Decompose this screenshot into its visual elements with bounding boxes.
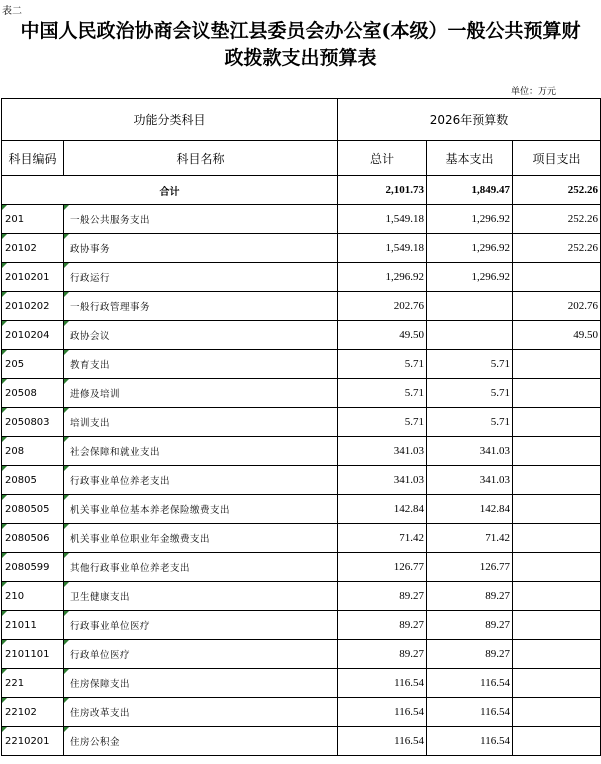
row-total: 116.54	[338, 727, 427, 756]
row-total: 5.71	[338, 408, 427, 437]
row-total: 341.03	[338, 466, 427, 495]
row-total: 116.54	[338, 669, 427, 698]
row-basic: 1,296.92	[427, 234, 513, 263]
table-tag: 表二	[2, 6, 22, 17]
row-project	[513, 350, 601, 379]
row-name: 住房保障支出	[64, 669, 338, 698]
table-row	[2, 292, 601, 321]
row-basic	[427, 292, 513, 321]
row-project	[513, 495, 601, 524]
row-code: 208	[2, 437, 64, 466]
table-row	[2, 437, 601, 466]
total-total: 2,101.73	[338, 176, 427, 205]
row-total: 1,549.18	[338, 205, 427, 234]
row-project: 202.76	[513, 292, 601, 321]
row-basic: 89.27	[427, 640, 513, 669]
row-project	[513, 611, 601, 640]
row-code: 2010204	[2, 321, 64, 350]
row-name: 一般行政管理事务	[64, 292, 338, 321]
table-row	[2, 408, 601, 437]
title-line-2: 政拨款支出预算表	[224, 47, 377, 69]
row-code: 2050803	[2, 408, 64, 437]
row-basic: 89.27	[427, 582, 513, 611]
table-row	[2, 524, 601, 553]
row-basic: 5.71	[427, 379, 513, 408]
row-total: 202.76	[338, 292, 427, 321]
row-basic: 5.71	[427, 350, 513, 379]
row-project	[513, 524, 601, 553]
row-total: 89.27	[338, 582, 427, 611]
total-label: 合计	[2, 176, 338, 205]
row-total: 126.77	[338, 553, 427, 582]
row-name: 政协事务	[64, 234, 338, 263]
row-name: 教育支出	[64, 350, 338, 379]
row-name: 行政单位医疗	[64, 640, 338, 669]
row-project	[513, 379, 601, 408]
row-code: 2210201	[2, 727, 64, 756]
row-code: 205	[2, 350, 64, 379]
row-total: 116.54	[338, 698, 427, 727]
row-basic: 116.54	[427, 727, 513, 756]
table-row	[2, 698, 601, 727]
table-row	[2, 321, 601, 350]
row-code: 2080505	[2, 495, 64, 524]
row-total: 89.27	[338, 640, 427, 669]
table-row	[2, 466, 601, 495]
row-total: 341.03	[338, 437, 427, 466]
header-row-2	[2, 141, 601, 176]
row-basic: 1,296.92	[427, 205, 513, 234]
row-basic: 116.54	[427, 669, 513, 698]
header-row-1	[2, 99, 601, 141]
header-total: 总计	[338, 141, 427, 176]
row-code: 20508	[2, 379, 64, 408]
row-basic: 341.03	[427, 466, 513, 495]
table-row	[2, 669, 601, 698]
row-project	[513, 466, 601, 495]
row-basic: 341.03	[427, 437, 513, 466]
row-code: 210	[2, 582, 64, 611]
row-basic: 116.54	[427, 698, 513, 727]
row-name: 机关事业单位基本养老保险缴费支出	[64, 495, 338, 524]
row-code: 221	[2, 669, 64, 698]
table-row	[2, 263, 601, 292]
table-row	[2, 350, 601, 379]
row-code: 2101101	[2, 640, 64, 669]
row-code: 2010202	[2, 292, 64, 321]
row-project	[513, 669, 601, 698]
row-total: 5.71	[338, 350, 427, 379]
row-name: 社会保障和就业支出	[64, 437, 338, 466]
header-basic: 基本支出	[427, 141, 513, 176]
row-name: 一般公共服务支出	[64, 205, 338, 234]
row-basic: 71.42	[427, 524, 513, 553]
table-row	[2, 582, 601, 611]
row-project	[513, 263, 601, 292]
row-name: 行政事业单位养老支出	[64, 466, 338, 495]
title-line-1: 中国人民政治协商会议垫江县委员会办公室(本级）一般公共预算财	[20, 20, 581, 42]
row-name: 政协会议	[64, 321, 338, 350]
unit-label: 单位：万元	[511, 87, 557, 97]
header-budget-year: 2026年预算数	[338, 99, 601, 141]
row-basic: 126.77	[427, 553, 513, 582]
total-row	[2, 176, 601, 205]
row-project	[513, 553, 601, 582]
row-project: 252.26	[513, 205, 601, 234]
row-total: 5.71	[338, 379, 427, 408]
row-name: 培训支出	[64, 408, 338, 437]
page-title	[0, 18, 601, 72]
row-project: 252.26	[513, 234, 601, 263]
table-row	[2, 727, 601, 756]
row-total: 89.27	[338, 611, 427, 640]
header-name: 科目名称	[64, 141, 338, 176]
row-total: 49.50	[338, 321, 427, 350]
row-project	[513, 698, 601, 727]
row-basic: 89.27	[427, 611, 513, 640]
total-basic: 1,849.47	[427, 176, 513, 205]
total-project: 252.26	[513, 176, 601, 205]
row-total: 71.42	[338, 524, 427, 553]
row-project: 49.50	[513, 321, 601, 350]
row-project	[513, 640, 601, 669]
table-row	[2, 611, 601, 640]
row-name: 卫生健康支出	[64, 582, 338, 611]
row-name: 进修及培训	[64, 379, 338, 408]
row-code: 20102	[2, 234, 64, 263]
header-code: 科目编码	[2, 141, 64, 176]
header-functional-category: 功能分类科目	[2, 99, 338, 141]
row-project	[513, 437, 601, 466]
row-name: 住房改革支出	[64, 698, 338, 727]
table-row	[2, 553, 601, 582]
header-project: 项目支出	[513, 141, 601, 176]
row-basic: 1,296.92	[427, 263, 513, 292]
row-basic	[427, 321, 513, 350]
table-row	[2, 640, 601, 669]
row-total: 1,549.18	[338, 234, 427, 263]
row-code: 201	[2, 205, 64, 234]
row-name: 机关事业单位职业年金缴费支出	[64, 524, 338, 553]
row-name: 住房公积金	[64, 727, 338, 756]
row-total: 1,296.92	[338, 263, 427, 292]
row-project	[513, 408, 601, 437]
row-name: 行政运行	[64, 263, 338, 292]
table-row	[2, 234, 601, 263]
row-project	[513, 727, 601, 756]
row-code: 22102	[2, 698, 64, 727]
table-row	[2, 205, 601, 234]
row-name: 其他行政事业单位养老支出	[64, 553, 338, 582]
row-basic: 142.84	[427, 495, 513, 524]
row-name: 行政事业单位医疗	[64, 611, 338, 640]
row-code: 2010201	[2, 263, 64, 292]
row-code: 2080506	[2, 524, 64, 553]
row-code: 21011	[2, 611, 64, 640]
row-project	[513, 582, 601, 611]
row-code: 2080599	[2, 553, 64, 582]
row-total: 142.84	[338, 495, 427, 524]
row-basic: 5.71	[427, 408, 513, 437]
row-code: 20805	[2, 466, 64, 495]
table-row	[2, 495, 601, 524]
budget-table	[1, 98, 601, 756]
table-row	[2, 379, 601, 408]
